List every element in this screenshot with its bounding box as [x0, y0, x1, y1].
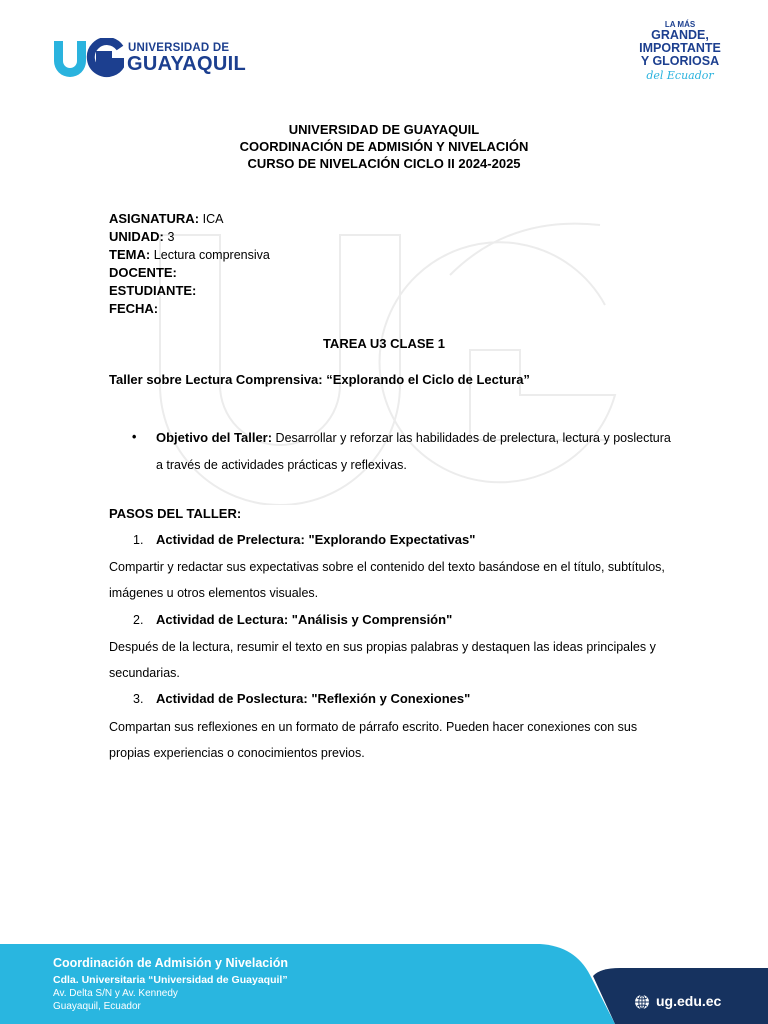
objective-text-block: [156, 424, 672, 479]
asignatura-value: ICA: [202, 212, 224, 226]
step-2-heading: [133, 612, 452, 627]
estudiante-label: ESTUDIANTE:: [109, 283, 197, 298]
tema-value: Lectura comprensiva: [153, 248, 270, 262]
meta-fields: [109, 210, 270, 318]
badge-line-4: Y GLORIOSA: [640, 54, 720, 68]
step-2-number: 2.: [133, 613, 144, 627]
step-1-heading: [133, 532, 475, 547]
badge-line-2: GRANDE,: [651, 28, 709, 42]
badge-line-1: LA MÁS: [664, 20, 696, 29]
objective-text: Desarrollar y reforzar las habilidades de prelectura, lectura y poslectura a través de actividades prácticas y reflexivas.: [156, 431, 671, 472]
step-1-title: Actividad de Prelectura: "Explorando Expectativas": [156, 532, 476, 547]
asignatura-label: ASIGNATURA:: [109, 211, 200, 226]
step-3-heading: [133, 691, 470, 706]
website-text[interactable]: ug.edu.ec: [656, 993, 722, 1009]
footer-address-2: Av. Delta S/N y Av. Kennedy: [53, 988, 178, 999]
badge-signature: del Ecuador: [646, 69, 714, 82]
footer-title: Coordinación de Admisión y Nivelación: [53, 956, 288, 970]
field-fecha: [109, 300, 270, 318]
step-1-body: Compartir y redactar sus expectativas sobre el contenido del texto basándose en el título, subtítulos, imágenes u otros elementos visuales.: [109, 560, 665, 600]
step-3-title: Actividad de Poslectura: "Reflexión y Conexiones": [156, 691, 471, 706]
tema-label: TEMA:: [109, 247, 151, 262]
document-title-block: [0, 121, 768, 172]
bullet-icon: •: [132, 430, 137, 444]
field-asignatura: [109, 210, 270, 228]
slogan-badge: [630, 20, 730, 82]
unidad-value: 3: [167, 230, 175, 244]
field-docente: [109, 264, 270, 282]
step-2-body: Después de la lectura, resumir el texto en sus propias palabras y destaquen las ideas principales y secundarias.: [109, 640, 656, 680]
step-1-number: 1.: [133, 533, 144, 547]
step-3-number: 3.: [133, 692, 144, 706]
workshop-title: Taller sobre Lectura Comprensiva: “Explorando el Ciclo de Lectura”: [109, 372, 530, 387]
task-title: TAREA U3 CLASE 1: [322, 336, 446, 351]
unidad-label: UNIDAD:: [109, 229, 164, 244]
badge-line-3: IMPORTANTE: [639, 41, 721, 55]
ug-monogram-icon: [52, 38, 124, 80]
field-unidad: [109, 228, 270, 246]
logo-line-2: GUAYAQUIL: [127, 53, 247, 75]
field-estudiante: [109, 282, 270, 300]
objective-label: Objetivo del Taller:: [156, 430, 273, 445]
steps-title: PASOS DEL TALLER:: [109, 506, 242, 521]
university-logo: [52, 38, 247, 80]
title-university: UNIVERSIDAD DE GUAYAQUIL: [288, 122, 480, 137]
docente-label: DOCENTE:: [109, 265, 177, 280]
title-coordination: COORDINACIÓN DE ADMISIÓN Y NIVELACIÓN: [239, 139, 529, 154]
title-course: CURSO DE NIVELACIÓN CICLO II 2024-2025: [247, 156, 521, 171]
footer-address-3: Guayaquil, Ecuador: [53, 1001, 141, 1012]
step-2-title: Actividad de Lectura: "Análisis y Comprensión": [156, 612, 453, 627]
logo-line-1: UNIVERSIDAD DE: [128, 42, 230, 54]
step-3-body: Compartan sus reflexiones en un formato de párrafo escrito. Pueden hacer conexiones con sus propias experiencias o conocimientos previos.: [109, 720, 638, 760]
objective-bullet: [132, 424, 672, 479]
field-tema: [109, 246, 270, 264]
website-link[interactable]: [634, 993, 721, 1009]
fecha-label: FECHA:: [109, 301, 159, 316]
footer-address-1: Cdla. Universitaria “Universidad de Guayaquil”: [53, 974, 288, 986]
